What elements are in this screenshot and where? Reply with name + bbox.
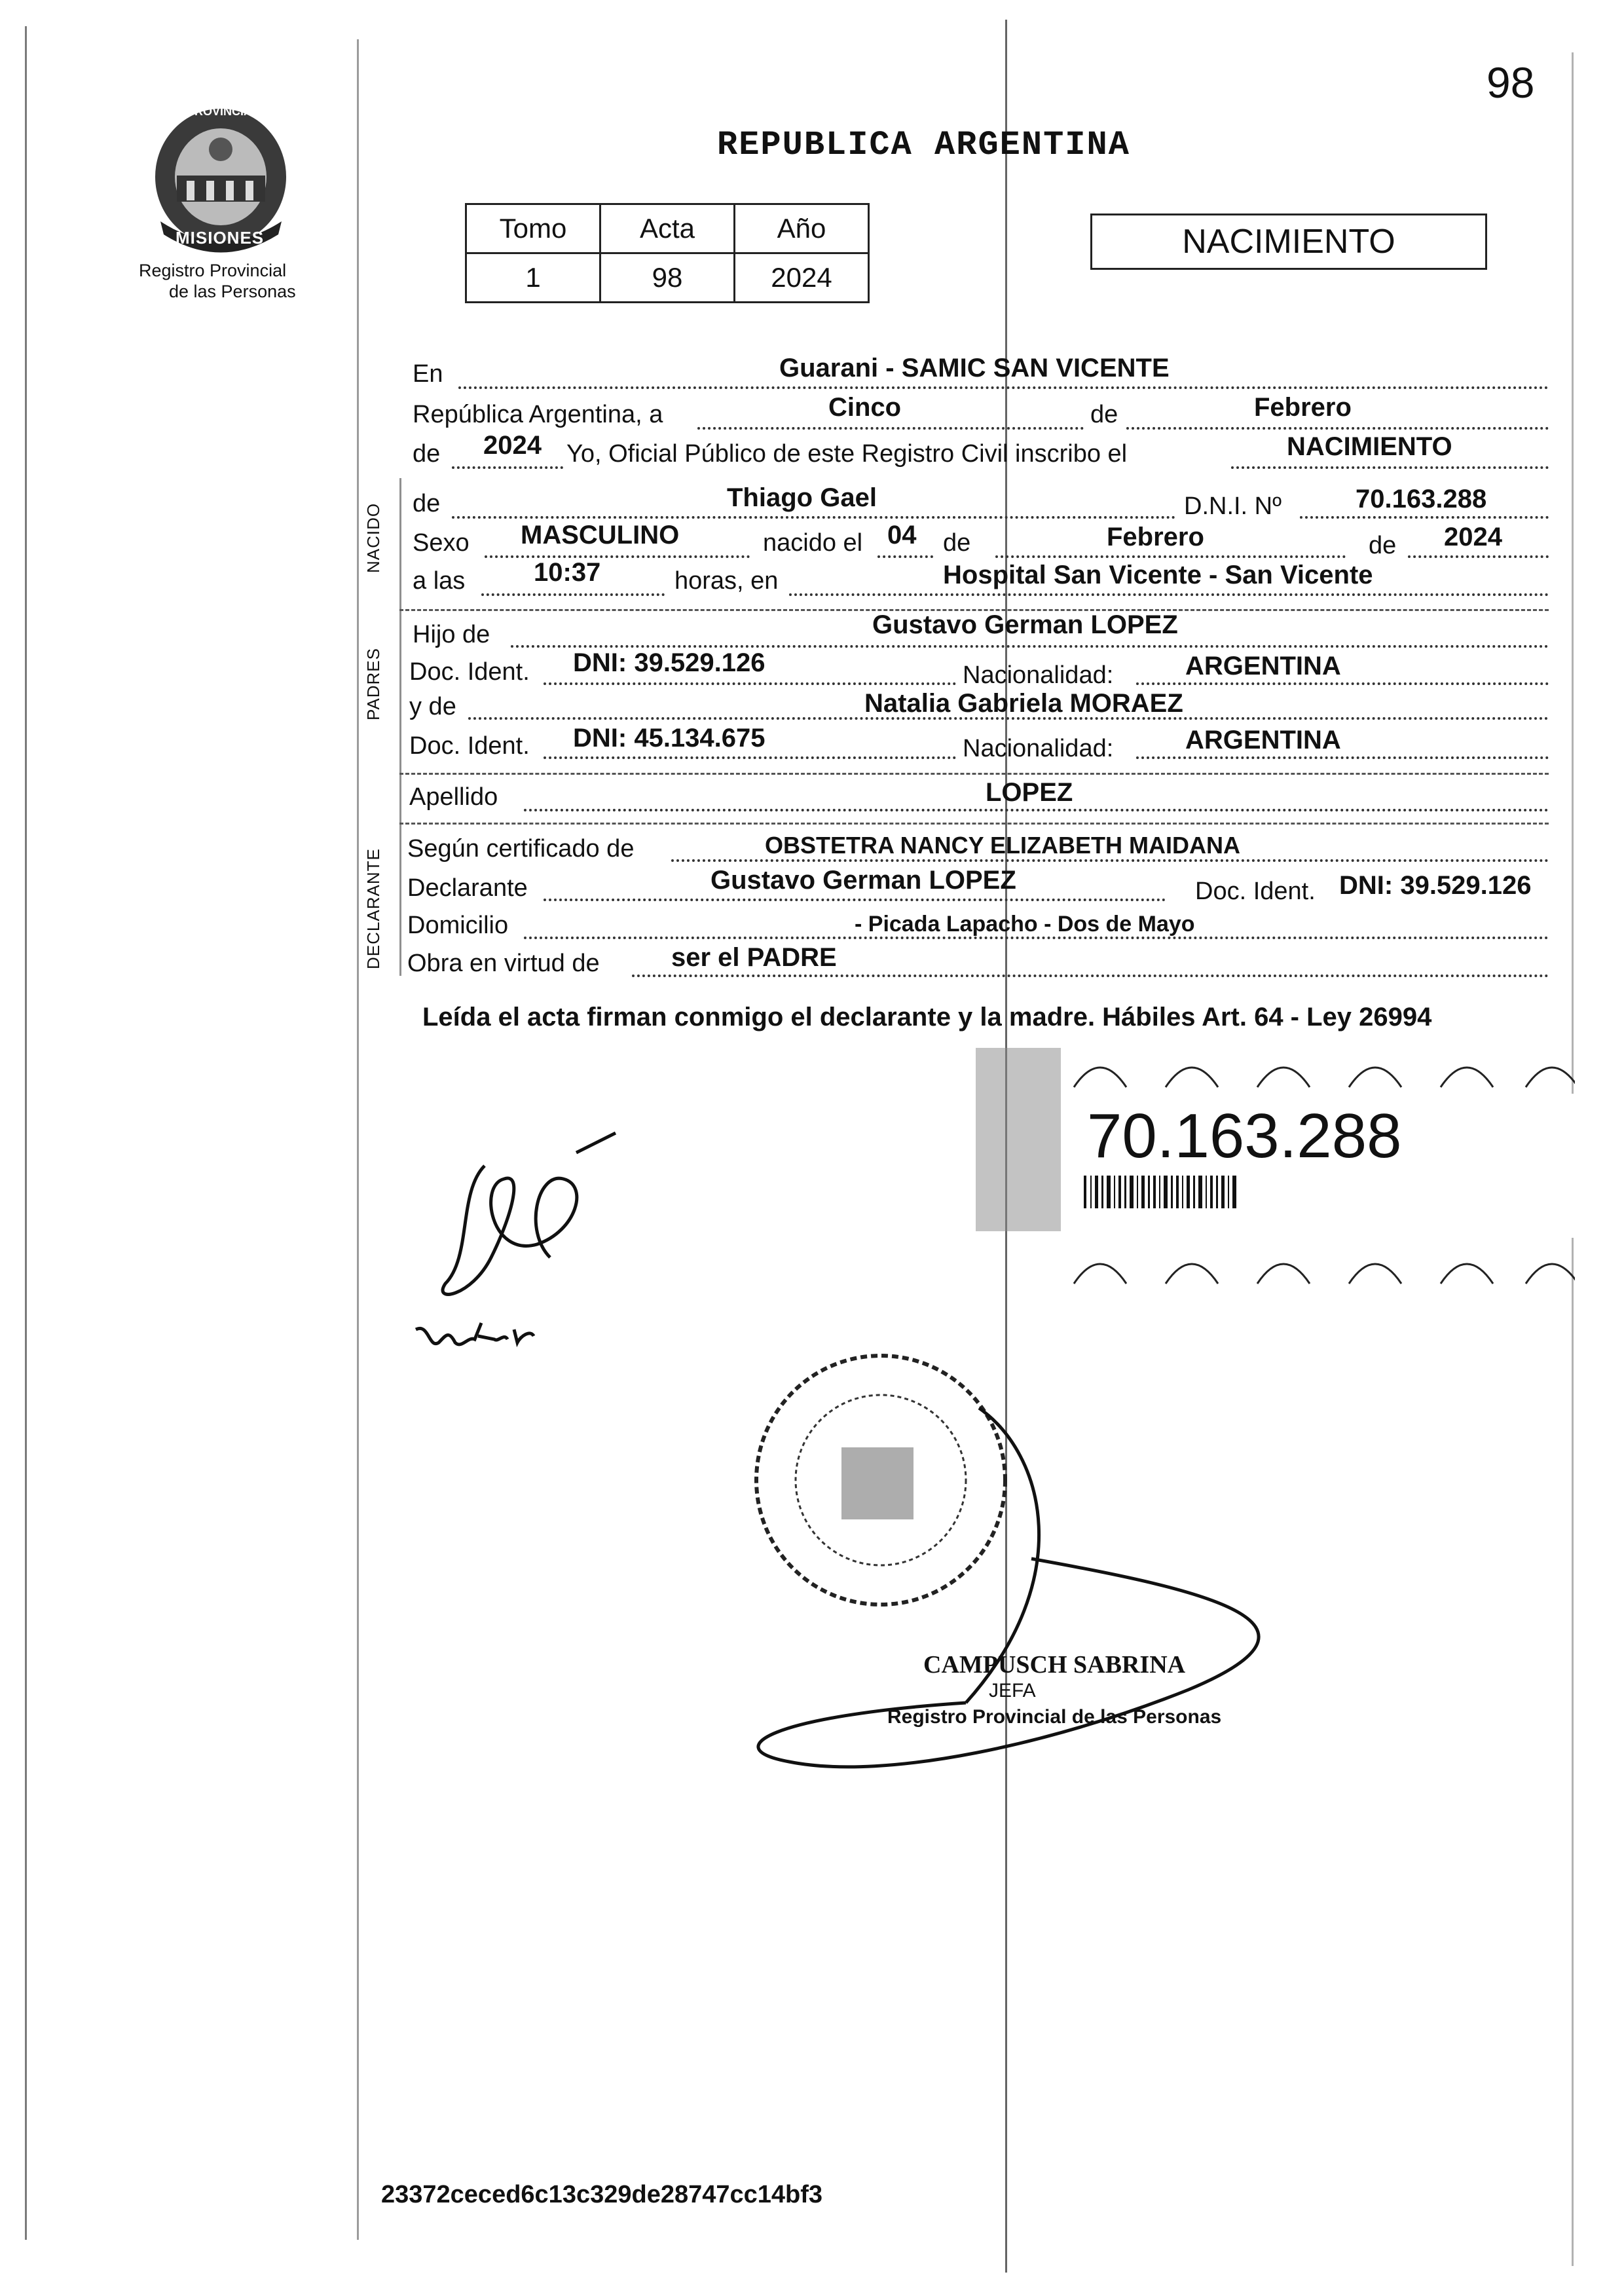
label-doc-ident-declarante: Doc. Ident. [1195,878,1316,905]
value-declarante: Gustavo German LOPEZ [710,866,1016,895]
value-madre: Natalia Gabriela MORAEZ [864,689,1183,718]
value-domicilio: - Picada Lapacho - Dos de Mayo [855,912,1195,937]
dotted-line [1300,516,1549,519]
stamp-org: Registro Provincial de las Personas [887,1706,1222,1728]
label-nacido-el: nacido el [763,529,863,557]
value-mes: Febrero [1254,393,1352,422]
registry-name-line1: Registro Provincial [139,261,287,280]
dotted-line [1126,427,1549,430]
value-dni: 70.163.288 [1356,485,1487,513]
official-stamp [691,1349,1313,1808]
dotted-line [1136,682,1549,685]
seal-text-top: PROVINCIA DE [187,105,272,118]
value-apellido: LOPEZ [986,778,1073,807]
label-republica: República Argentina, a [413,401,663,428]
value-padre: Gustavo German LOPEZ [872,610,1178,639]
value-acto: NACIMIENTO [1287,432,1452,461]
label-apellido: Apellido [409,783,498,811]
dotted-line [671,859,1549,862]
dotted-line [632,975,1549,977]
acta-value: 98 [600,253,735,303]
section-label-padres: PADRES [363,648,383,720]
dotted-line [697,427,1084,430]
label-segun: Según certificado de [407,835,635,863]
security-sticker [976,1048,1575,1290]
label-de-anio: de [1369,532,1397,559]
stamp-name: CAMPUSCH SABRINA [923,1651,1186,1679]
tomo-value: 1 [466,253,600,303]
label-de: de [1090,401,1118,428]
label-doc-ident-madre: Doc. Ident. [409,732,530,760]
label-doc-ident-padre: Doc. Ident. [409,658,530,686]
stamp-role: JEFA [989,1680,1036,1701]
anio-value: 2024 [735,253,869,303]
label-oficial: Yo, Oficial Público de este Registro Civil inscribo el [566,440,1128,468]
label-nacionalidad-madre: Nacionalidad: [963,735,1114,762]
label-de-year: de [413,440,441,468]
value-padre-nac: ARGENTINA [1185,652,1341,680]
label-a-las: a las [413,567,466,595]
label-domicilio: Domicilio [407,912,509,939]
label-hijo-de: Hijo de [413,621,490,648]
dotted-line [485,555,750,558]
dotted-line [1231,466,1549,469]
dotted-line [877,555,933,558]
value-hora: 10:37 [534,558,601,587]
label-en: En [413,360,443,388]
value-lugar: Guarani - SAMIC SAN VICENTE [779,354,1170,382]
margin-line [25,26,27,2240]
seal-text-bottom: MISIONES [175,228,265,248]
dotted-line [1136,756,1549,759]
closing-text: Leída el acta firman conmigo el declarante y la madre. Hábiles Art. 64 - Ley 26994 [422,1003,1432,1031]
value-nombre: Thiago Gael [727,483,877,512]
value-mes-nac: Febrero [1107,523,1204,551]
value-virtud: ser el PADRE [671,943,837,972]
section-separator [399,773,1549,775]
mother-signature [409,1310,540,1362]
dotted-line [511,645,1549,648]
document-title: REPUBLICA ARGENTINA [717,126,1130,164]
value-madre-dni: DNI: 45.134.675 [573,724,766,752]
dotted-line [995,555,1346,558]
section-bracket [399,478,401,976]
dotted-line [1408,555,1549,558]
registry-name-line2: de las Personas [169,282,296,301]
acta-header: Acta [600,204,735,253]
value-anio: 2024 [483,431,542,460]
label-horas-en: horas, en [674,567,779,595]
doc-type: NACIMIENTO [1182,223,1395,261]
dotted-line [524,809,1549,811]
dotted-line [481,593,665,596]
dotted-line [452,516,1175,519]
label-sexo: Sexo [413,529,470,557]
value-dia-nac: 04 [887,521,917,549]
dotted-line [458,386,1549,389]
value-padre-dni: DNI: 39.529.126 [573,648,766,677]
label-y-de: y de [409,693,456,720]
reference-table [465,203,870,303]
anio-header: Año [735,204,869,253]
value-certificado: OBSTETRA NANCY ELIZABETH MAIDANA [765,832,1240,859]
value-declarante-dni: DNI: 39.529.126 [1339,871,1532,900]
label-de-name: de [413,490,441,517]
sticker-number: 70.163.288 [1087,1101,1402,1171]
tomo-header: Tomo [466,204,600,253]
dotted-line [544,899,1166,901]
value-dia: Cinco [828,393,902,422]
dotted-line [452,466,563,469]
label-obra: Obra en virtud de [407,950,600,977]
dotted-line [789,593,1549,596]
label-nacionalidad-padre: Nacionalidad: [963,661,1114,689]
declarant-signature [419,1126,655,1336]
section-label-nacido: NACIDO [363,502,383,573]
margin-line [357,39,359,2240]
dotted-line [544,756,956,759]
label-dni-no: D.N.I. Nº [1184,492,1282,520]
page-number: 98 [1486,58,1535,107]
value-sexo: MASCULINO [521,521,680,549]
label-declarante: Declarante [407,874,528,902]
doc-type-box [1090,214,1487,270]
value-lugar-nac: Hospital San Vicente - San Vicente [943,561,1373,589]
section-label-declarante: DECLARANTE [363,848,383,969]
document-hash: 23372ceced6c13c329de28747cc14bf3 [381,2181,823,2208]
value-madre-nac: ARGENTINA [1185,726,1341,754]
dotted-line [544,682,956,685]
value-anio-nac: 2024 [1444,523,1502,551]
label-de-mes: de [943,529,971,557]
section-separator [399,823,1549,825]
